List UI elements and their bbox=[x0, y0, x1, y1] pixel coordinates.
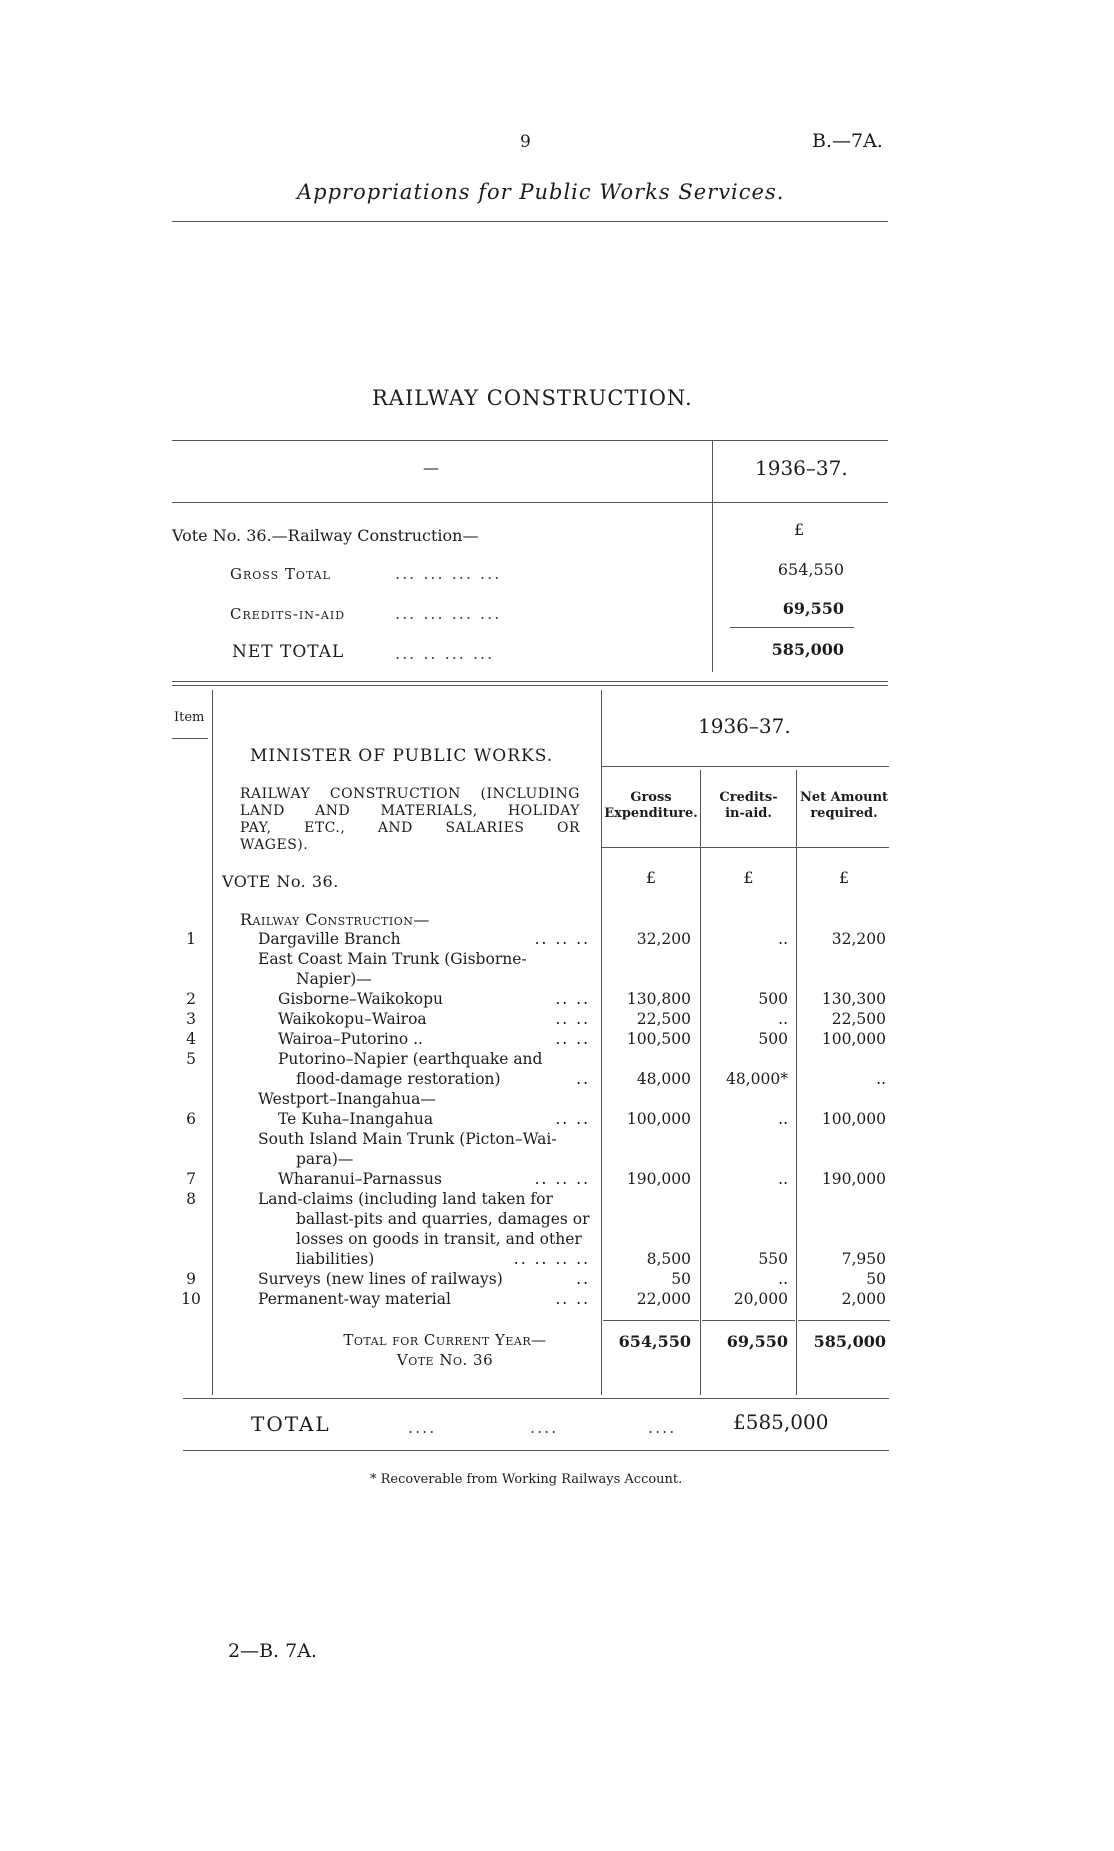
table-row bbox=[0, 1289, 1114, 1309]
gross-value: 22,500 bbox=[636, 1010, 691, 1028]
summary-credits-value: 69,550 bbox=[782, 599, 844, 618]
item-number: 8 bbox=[186, 1190, 196, 1208]
total-label-line: Total for Current Year— bbox=[343, 1331, 547, 1349]
item-description: Permanent-way material bbox=[258, 1290, 451, 1308]
table-row bbox=[0, 1049, 1114, 1069]
table-row bbox=[0, 1169, 1114, 1189]
table-row bbox=[0, 1029, 1114, 1049]
gross-currency: £ bbox=[645, 868, 657, 887]
item-description: flood-damage restoration) bbox=[296, 1070, 501, 1088]
credits-value: 550 bbox=[758, 1250, 788, 1268]
item-number: 9 bbox=[186, 1270, 196, 1288]
credits-value: .. bbox=[778, 1170, 788, 1188]
table-row bbox=[0, 1129, 1114, 1149]
header-line: required. bbox=[810, 806, 878, 821]
description-line: WAGES). bbox=[240, 837, 309, 853]
item-number: 7 bbox=[186, 1170, 196, 1188]
leader-dots: .. .. .. bbox=[534, 1170, 590, 1188]
header-line: in-aid. bbox=[725, 806, 772, 821]
table-row bbox=[0, 1069, 1114, 1089]
net-value: 32,200 bbox=[831, 930, 886, 948]
credits-value: 20,000 bbox=[733, 1290, 788, 1308]
net-amount-header bbox=[798, 790, 890, 822]
credits-in-aid-header bbox=[702, 790, 795, 822]
item-description: Gisborne–Waikokopu bbox=[278, 990, 443, 1008]
net-value: 22,500 bbox=[831, 1010, 886, 1028]
table-row bbox=[0, 1109, 1114, 1129]
grand-total-label: TOTAL bbox=[251, 1412, 331, 1436]
leader-dots: .. .. .. bbox=[534, 930, 590, 948]
item-description: Surveys (new lines of railways) bbox=[258, 1270, 503, 1288]
item-header: Item bbox=[174, 710, 205, 725]
net-currency: £ bbox=[838, 868, 850, 887]
net-value: 7,950 bbox=[841, 1250, 886, 1268]
item-number: 10 bbox=[181, 1290, 201, 1308]
gross-value: 50 bbox=[671, 1270, 691, 1288]
document-reference: B.—7A. bbox=[812, 130, 883, 152]
item-description: Wharanui–Parnassus bbox=[278, 1170, 442, 1188]
gross-value: 48,000 bbox=[636, 1070, 691, 1088]
vote-number: VOTE No. 36. bbox=[222, 872, 339, 891]
net-value: .. bbox=[876, 1070, 886, 1088]
gross-value: 22,000 bbox=[636, 1290, 691, 1308]
credits-value: .. bbox=[778, 1110, 788, 1128]
table-row bbox=[0, 1269, 1114, 1289]
grand-total-dots: .... bbox=[530, 1418, 559, 1437]
table-year: 1936–37. bbox=[698, 714, 791, 738]
summary-column-divider bbox=[712, 440, 713, 672]
item-number: 1 bbox=[186, 930, 196, 948]
item-description: Wairoa–Putorino .. bbox=[278, 1030, 423, 1048]
page-number: 9 bbox=[520, 132, 531, 152]
summary-gross-total-value: 654,550 bbox=[777, 560, 844, 579]
leader-dots: .. .. bbox=[555, 1030, 590, 1048]
item-description: South Island Main Trunk (Picton–Wai- bbox=[258, 1130, 557, 1148]
net-value: 190,000 bbox=[821, 1170, 886, 1188]
table-row bbox=[0, 949, 1114, 969]
grand-total-dots: .... bbox=[648, 1418, 677, 1437]
summary-top-rule bbox=[172, 440, 888, 441]
item-header-underline bbox=[172, 738, 208, 739]
net-value: 130,300 bbox=[821, 990, 886, 1008]
leader-dots: .. bbox=[576, 1270, 590, 1288]
table-row bbox=[0, 1209, 1114, 1229]
table-row bbox=[0, 969, 1114, 989]
item-description: losses on goods in transit, and other bbox=[296, 1230, 582, 1248]
header-line: Gross bbox=[630, 790, 672, 805]
gross-value: 130,800 bbox=[626, 990, 691, 1008]
total-label-line: Vote No. 36 bbox=[396, 1351, 494, 1369]
summary-gross-total-dots: ... ... ... ... bbox=[395, 564, 502, 583]
gross-value: 32,200 bbox=[636, 930, 691, 948]
item-description: liabilities) bbox=[296, 1250, 375, 1268]
summary-currency: £ bbox=[794, 520, 805, 539]
net-value: 100,000 bbox=[821, 1030, 886, 1048]
leader-dots: .. .. bbox=[555, 1010, 590, 1028]
item-description: Napier)— bbox=[296, 970, 372, 988]
gross-total-rule bbox=[603, 1320, 699, 1321]
grand-total-top-rule bbox=[183, 1398, 889, 1399]
header-line: Expenditure. bbox=[604, 806, 698, 821]
summary-year: 1936–37. bbox=[755, 456, 848, 480]
grand-total-bottom-rule bbox=[183, 1450, 889, 1451]
table-row bbox=[0, 1149, 1114, 1169]
leader-dots: .. .. bbox=[555, 1290, 590, 1308]
credits-currency: £ bbox=[743, 868, 754, 887]
table-row bbox=[0, 929, 1114, 949]
total-current-year-label bbox=[300, 1330, 590, 1370]
gross-value: 100,500 bbox=[626, 1030, 691, 1048]
credits-total-value: 69,550 bbox=[726, 1332, 788, 1351]
credits-value: .. bbox=[778, 930, 788, 948]
item-number: 5 bbox=[186, 1050, 196, 1068]
gross-expenditure-header bbox=[603, 790, 699, 822]
credits-total-rule bbox=[702, 1320, 795, 1321]
table-row bbox=[0, 1249, 1114, 1269]
leader-dots: .. .. bbox=[555, 1110, 590, 1128]
grand-total-dots: .... bbox=[408, 1418, 437, 1437]
item-number: 3 bbox=[186, 1010, 196, 1028]
summary-credits-dots: ... ... ... ... bbox=[395, 604, 502, 623]
summary-credits-underline bbox=[730, 627, 854, 628]
table-row bbox=[0, 1089, 1114, 1109]
page-subtitle: Appropriations for Public Works Services. bbox=[297, 180, 785, 204]
summary-credits-label: Credits-in-aid bbox=[230, 605, 346, 623]
credits-value: 500 bbox=[758, 1030, 788, 1048]
item-description: Westport–Inangahua— bbox=[258, 1090, 436, 1108]
net-value: 100,000 bbox=[821, 1110, 886, 1128]
description-line: LAND AND MATERIALS, HOLIDAY bbox=[240, 803, 580, 819]
net-value: 50 bbox=[866, 1270, 886, 1288]
gross-value: 190,000 bbox=[626, 1170, 691, 1188]
summary-dash: — bbox=[423, 458, 439, 477]
item-number: 6 bbox=[186, 1110, 196, 1128]
header-rule bbox=[172, 221, 888, 222]
summary-net-total-label: NET TOTAL bbox=[232, 642, 345, 662]
summary-header-rule bbox=[172, 502, 888, 503]
leader-dots: .. .. .. .. bbox=[513, 1250, 590, 1268]
summary-vote-label: Vote No. 36.—Railway Construction— bbox=[172, 526, 479, 545]
gross-value: 8,500 bbox=[646, 1250, 691, 1268]
vote-description bbox=[240, 786, 580, 854]
table-row bbox=[0, 1229, 1114, 1249]
leader-dots: .. .. bbox=[555, 990, 590, 1008]
credits-value: .. bbox=[778, 1010, 788, 1028]
credits-value: 500 bbox=[758, 990, 788, 1008]
summary-bottom-rule-2 bbox=[172, 685, 888, 686]
item-description: East Coast Main Trunk (Gisborne- bbox=[258, 950, 527, 968]
credits-value: 48,000* bbox=[726, 1070, 788, 1088]
description-line: RAILWAY CONSTRUCTION (INCLUDING bbox=[240, 786, 580, 802]
header-line: Credits- bbox=[719, 790, 778, 805]
credits-value: .. bbox=[778, 1270, 788, 1288]
net-total-rule bbox=[798, 1320, 890, 1321]
net-total-value: 585,000 bbox=[813, 1332, 886, 1351]
table-row bbox=[0, 1009, 1114, 1029]
leader-dots: .. bbox=[576, 1070, 590, 1088]
table-row bbox=[0, 989, 1114, 1009]
gross-value: 100,000 bbox=[626, 1110, 691, 1128]
item-description: ballast-pits and quarries, damages or bbox=[296, 1210, 590, 1228]
table-row bbox=[0, 1189, 1114, 1209]
summary-gross-total-label: Gross Total bbox=[230, 565, 331, 583]
item-description: Dargaville Branch bbox=[258, 930, 401, 948]
item-description: Land-claims (including land taken for bbox=[258, 1190, 553, 1208]
year-header-rule bbox=[601, 766, 889, 767]
column-header-rule bbox=[601, 847, 889, 848]
item-number: 2 bbox=[186, 990, 196, 1008]
net-value: 2,000 bbox=[841, 1290, 886, 1308]
section-title: RAILWAY CONSTRUCTION. bbox=[372, 386, 693, 410]
item-description: Putorino–Napier (earthquake and bbox=[278, 1050, 543, 1068]
item-description: Waikokopu–Wairoa bbox=[278, 1010, 427, 1028]
footer-reference: 2—B. 7A. bbox=[228, 1640, 317, 1662]
group-heading: Railway Construction— bbox=[240, 910, 430, 929]
summary-bottom-rule bbox=[172, 681, 888, 682]
summary-net-total-value: 585,000 bbox=[771, 640, 844, 659]
header-line: Net Amount bbox=[799, 790, 889, 805]
summary-net-total-dots: ... .. ... ... bbox=[395, 644, 495, 663]
footnote: * Recoverable from Working Railways Account. bbox=[370, 1472, 683, 1487]
description-line: PAY, ETC., AND SALARIES OR bbox=[240, 820, 580, 836]
minister-heading: MINISTER OF PUBLIC WORKS. bbox=[250, 746, 554, 766]
gross-total-value: 654,550 bbox=[618, 1332, 691, 1351]
grand-total-value: £585,000 bbox=[733, 1410, 829, 1434]
item-description: para)— bbox=[296, 1150, 354, 1168]
item-description: Te Kuha–Inangahua bbox=[278, 1110, 434, 1128]
item-number: 4 bbox=[186, 1030, 196, 1048]
